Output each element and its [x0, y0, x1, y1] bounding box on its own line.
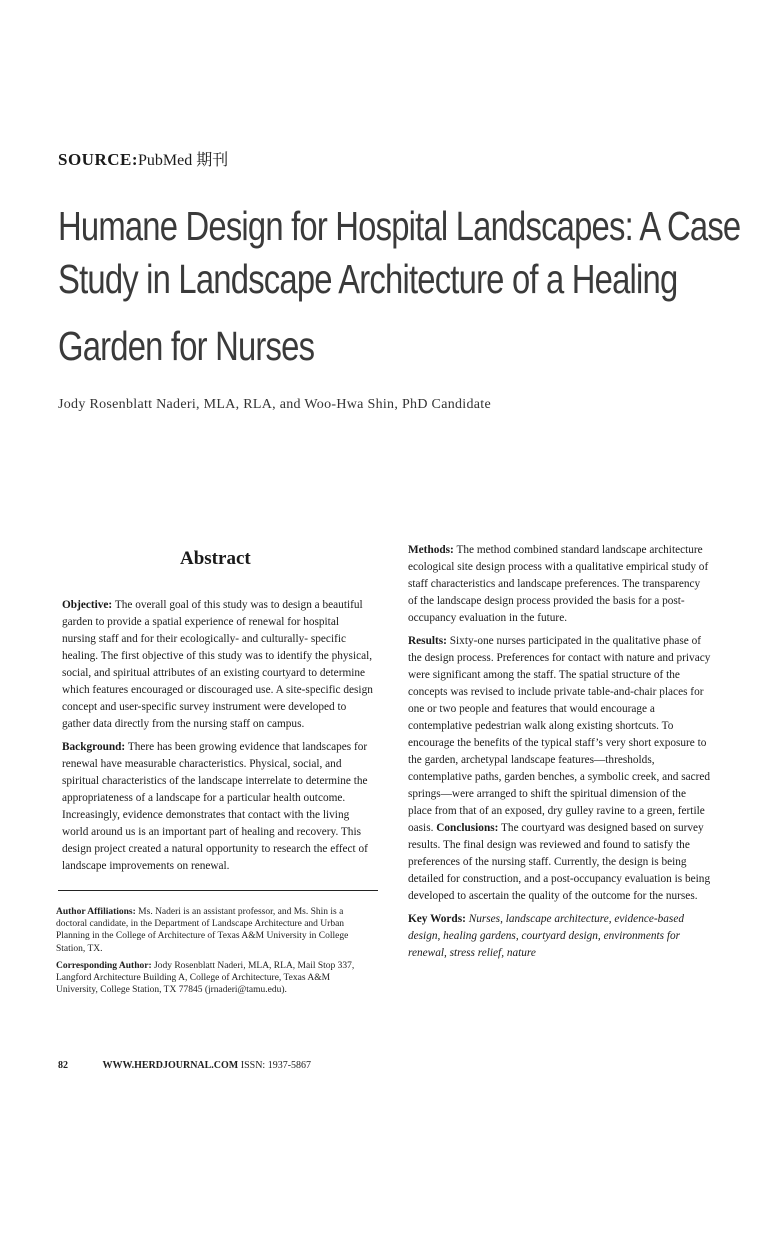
journal-website: WWW.HERDJOURNAL.COM — [102, 1060, 239, 1071]
keywords-paragraph — [408, 911, 712, 962]
author-affiliations — [56, 906, 366, 955]
page-footer — [58, 1060, 311, 1071]
page-number: 82 — [58, 1060, 68, 1071]
source-line — [58, 147, 228, 170]
results-label: Results: — [408, 635, 447, 647]
abstract-heading: Abstract — [180, 548, 251, 569]
methods-label: Methods: — [408, 544, 454, 556]
title-line-2: Study in Landscape Architecture of a Healing — [58, 256, 678, 302]
background-label: Background: — [62, 741, 126, 753]
corresponding-author-text: Jody Rosenblatt Naderi, MLA, RLA, Mail Stop 337, Langford Architecture Building A, College of Architecture, Texas A&M University, College Station, TX 77845 (jrnaderi@tamu.edu). — [56, 960, 355, 996]
objective-text: The overall goal of this study was to design a beautiful garden to provide a spatial experience of renewal for hospital nursing staff and for their ecologically- and culturally- specific healing. The first objective of this study was to identify the physical, social, and spiritual attributes of an existing courtyard to determine which features encouraged or discouraged use. A site-specific design concept and user-specific survey instrument were developed to gather data directly from the nursing staff on campus. — [62, 599, 373, 730]
source-value: PubMed 期刊 — [138, 152, 229, 169]
results-paragraph — [408, 633, 712, 905]
corresponding-author — [56, 960, 366, 997]
conclusions-text: The courtyard was designed based on survey results. The final design was reviewed and found to satisfy the preferences of the nursing staff. Currently, the design is being detailed for construction, and a post-occupancy evaluation is being developed to ascertain the quality of the outcome for the nurses. — [408, 822, 711, 902]
methods-paragraph — [408, 542, 712, 627]
corresponding-author-label: Corresponding Author: — [56, 960, 152, 971]
author-affiliations-label: Author Affiliations: — [56, 907, 136, 917]
background-text: There has been growing evidence that landscapes for renewal have measurable characteristics. Physical, social, and spiritual characteristics of the landscape interrelate to determine the appropriateness of a landscape for a particular health outcome. Increasingly, evidence demonstrates that contact with the living world around us is an important part of healing and recovery. This design project created a natural opportunity to research the effect of landscape improvements on renewal. — [62, 741, 368, 872]
title-line-1: Humane Design for Hospital Landscapes: A Case — [58, 203, 741, 249]
source-label: SOURCE: — [58, 150, 139, 169]
journal-issn: ISSN: 1937-5867 — [240, 1060, 312, 1071]
abstract-right-column — [408, 542, 712, 968]
title-line-3: Garden for Nurses — [58, 323, 315, 369]
objective-paragraph — [62, 597, 374, 733]
results-text: Sixty-one nurses participated in the qualitative phase of the design process. Preferences for contact with nature and privacy were significant among the staff. The spatial structure of the concepts was revised to include private table-and-chair places for one or two people and features that would encourage a contemplative pedestrian walk along existing shortcuts. To encourage the benefits of the typical staff’s very short exposure to the garden, archetypal landscape features—thresholds, contemplative paths, garden benches, a symbolic creek, and sacred springs—were arranged to shift the spiritual dimension of the place from that of an exposed, dry gulley ravine to a green, fertile oasis. — [408, 635, 711, 834]
affiliation-divider — [58, 890, 378, 891]
conclusions-label: Conclusions: — [436, 822, 499, 834]
objective-label: Objective: — [62, 599, 113, 611]
background-paragraph — [62, 739, 374, 875]
affiliations-block — [56, 906, 366, 1001]
keywords-label: Key Words: — [408, 913, 466, 925]
methods-text: The method combined standard landscape architecture ecological site design process with a qualitative empirical study of staff characteristics and landscape preferences. The transparency of the landscape design process provided the basis for a post-occupancy evaluation in the future. — [408, 544, 709, 624]
author-affiliations-text: Ms. Naderi is an assistant professor, and Ms. Shin is a doctoral candidate, in the Department of Landscape Architecture and Urban Planning in the College of Architecture of Texas A&M University in College Station, TX. — [56, 907, 349, 954]
author-list: Jody Rosenblatt Naderi, MLA, RLA, and Woo-Hwa Shin, PhD Candidate — [58, 397, 492, 412]
article-title — [58, 200, 758, 373]
keywords-text: Nurses, landscape architecture, evidence-based design, healing gardens, courtyard design, environments for renewal, stress relief, nature — [408, 913, 684, 959]
abstract-left-column — [62, 597, 374, 881]
